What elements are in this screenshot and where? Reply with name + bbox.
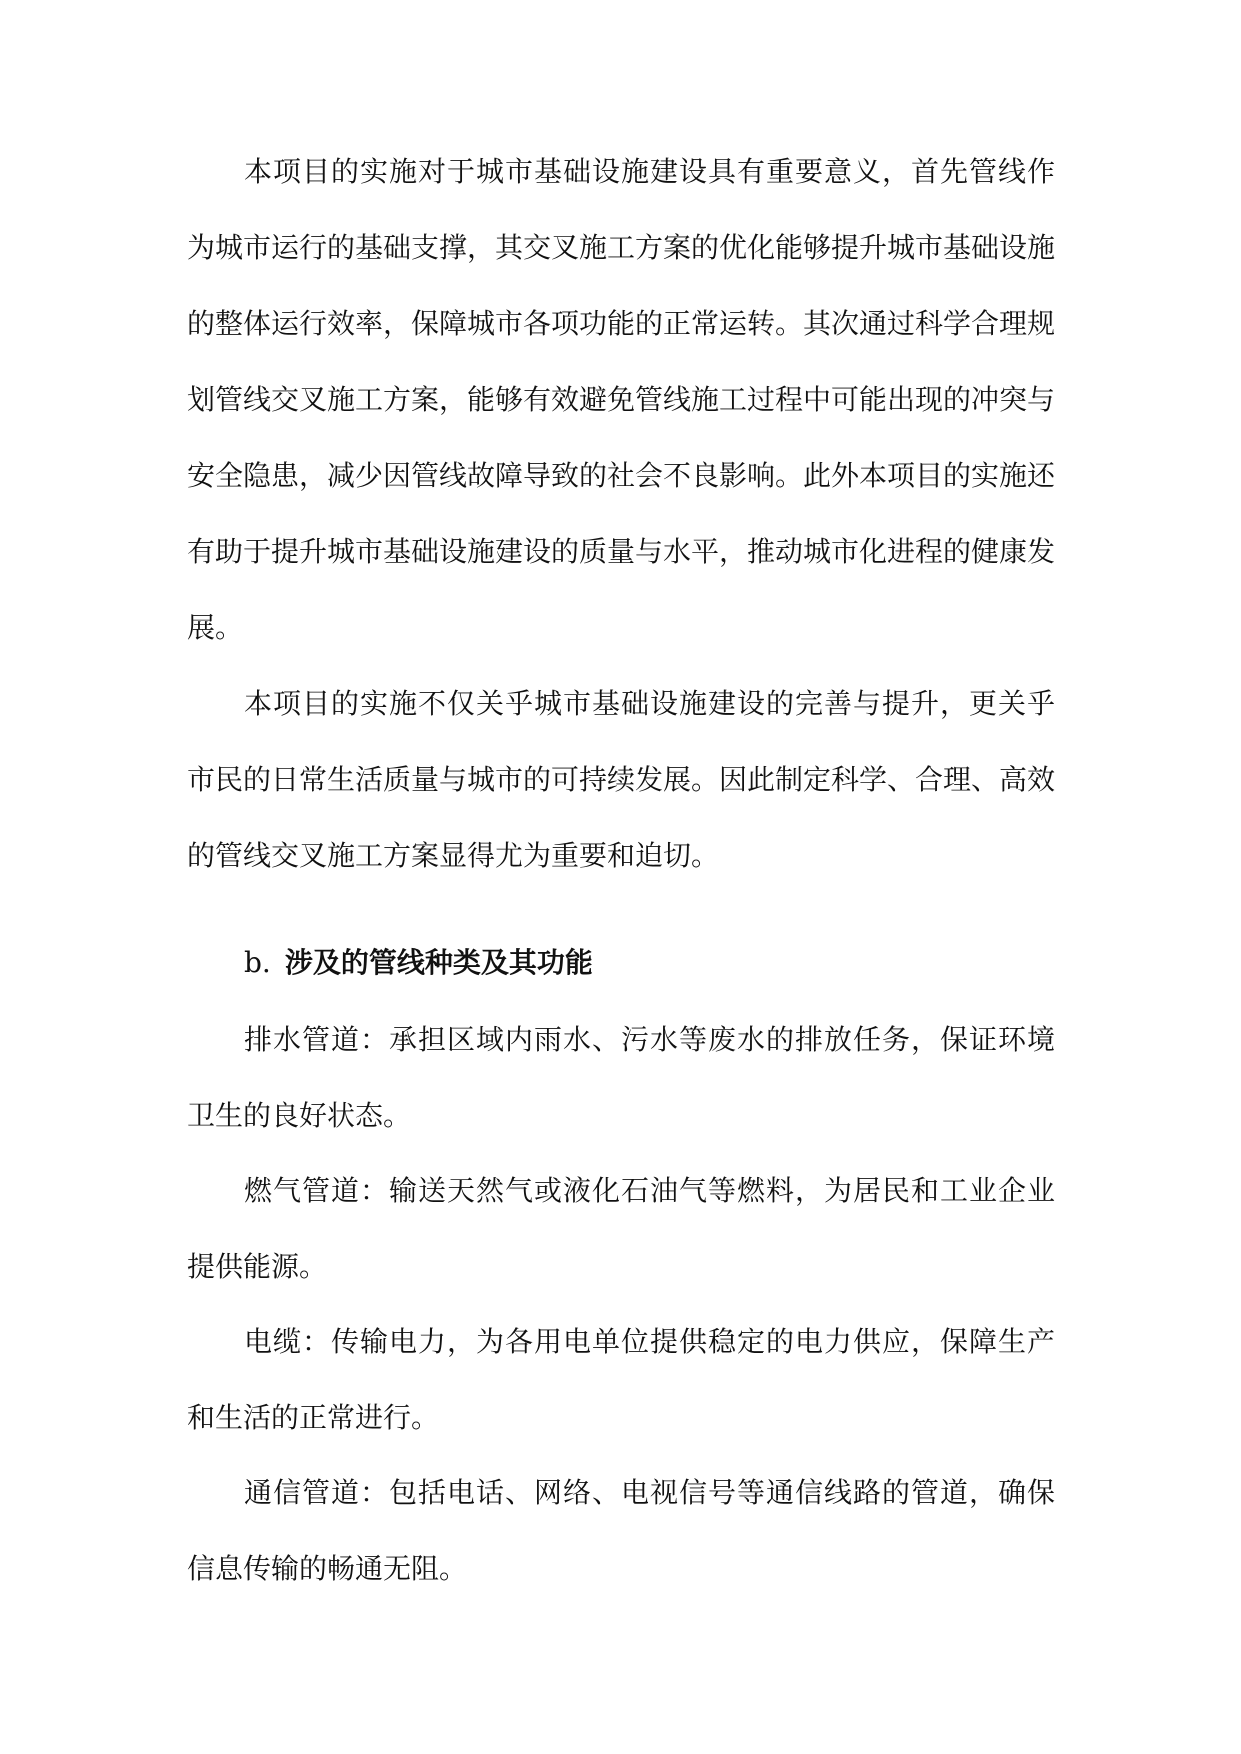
paragraph-project-significance: 本项目的实施对于城市基础设施建设具有重要意义，首先管线作为城市运行的基础支撑，其交叉施工方案的优化能够提升城市基础设施的整体运行效率，保障城市各项功能的正常运转。其次通过科学合理规划管线交叉施工方案，能够有效避免管线施工过程中可能出现的冲突与安全隐患，减少因管线故障导致的社会不良影响。此外本项目的实施还有助于提升城市基础设施建设的质量与水平，推动城市化进程的健康发展。 <box>187 155 1056 644</box>
section-title: 涉及的管线种类及其功能 <box>284 946 593 979</box>
section-label: b. <box>244 946 271 979</box>
paragraph-drainage-pipe: 排水管道：承担区域内雨水、污水等废水的排放任务，保证环境卫生的良好状态。 <box>187 1023 1055 1132</box>
section-heading-pipeline-types <box>244 943 1055 983</box>
paragraph-project-importance: 本项目的实施不仅关乎城市基础设施建设的完善与提升，更关乎市民的日常生活质量与城市的可持续发展。因此制定科学、合理、高效的管线交叉施工方案显得尤为重要和迫切。 <box>187 687 1056 872</box>
paragraph-power-cable: 电缆：传输电力，为各用电单位提供稳定的电力供应，保障生产和生活的正常进行。 <box>187 1325 1055 1434</box>
paragraph-telecom-pipe: 通信管道：包括电话、网络、电视信号等通信线路的管道，确保信息传输的畅通无阻。 <box>187 1476 1055 1585</box>
paragraph-gas-pipe: 燃气管道：输送天然气或液化石油气等燃料，为居民和工业企业提供能源。 <box>187 1174 1055 1283</box>
